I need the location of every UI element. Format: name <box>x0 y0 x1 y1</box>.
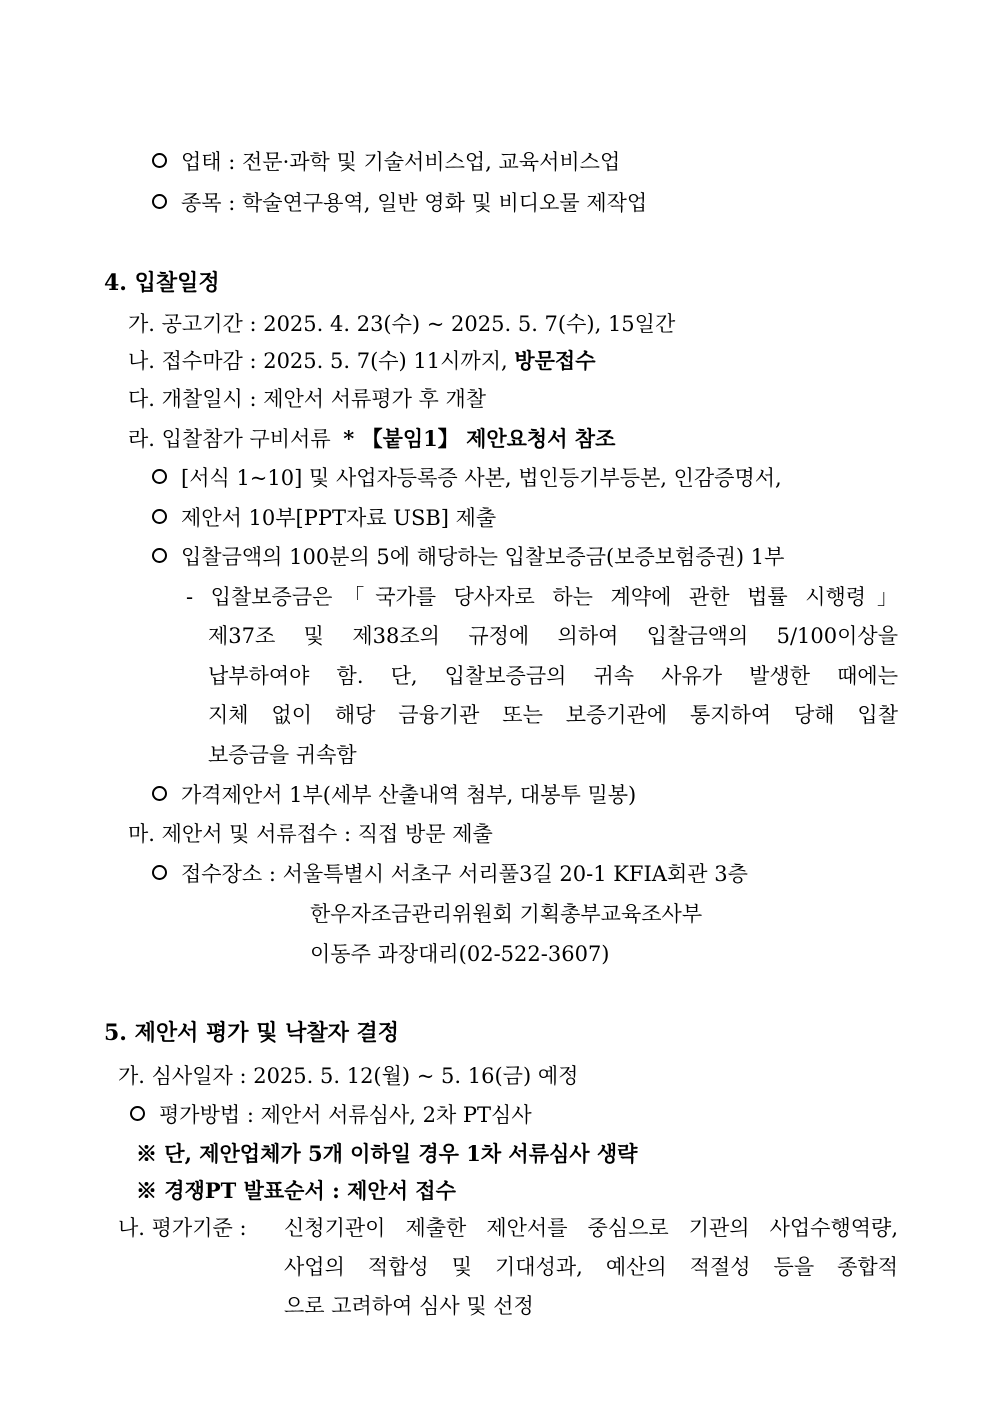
schedule-opening: 다. 개찰일시 : 제안서 서류평가 후 개찰 <box>128 387 487 411</box>
review-date: 가. 심사일자 : 2025. 5. 12(월) ~ 5. 16(금) 예정 <box>118 1064 579 1088</box>
deposit-note-line-5: 보증금을 귀속함 <box>208 743 357 767</box>
deposit-note-line-3: 납부하여야 함. 단, 입찰보증금의 귀속 사유가 발생한 때에는 <box>208 664 898 688</box>
review-criteria-line-2: 사업의 적합성 및 기대성과, 예산의 적절성 등을 종합적 <box>284 1255 898 1279</box>
circle-bullet-icon <box>152 194 167 209</box>
circle-bullet-icon <box>152 865 167 880</box>
review-criteria-label: 나. 평가기준 : <box>118 1216 247 1240</box>
document-item-deposit: 입찰금액의 100분의 5에 해당하는 입찰보증금(보증보험증권) 1부 <box>152 542 784 572</box>
review-method: 평가방법 : 제안서 서류심사, 2차 PT심사 <box>130 1100 532 1130</box>
submission-place-contact: 이동주 과장대리(02-522-3607) <box>310 942 610 966</box>
document-item-forms: [서식 1~10] 및 사업자등록증 사본, 법인등기부등본, 인감증명서, <box>152 463 782 493</box>
deposit-note-line-1: - 입찰보증금은「국가를 당사자로 하는 계약에 관한 법률 시행령」 <box>186 585 898 609</box>
submission-place-org: 한우자조금관리위원회 기획총부교육조사부 <box>310 902 703 926</box>
bullet-item-industry: 업태 : 전문·과학 및 기술서비스업, 교육서비스업 <box>152 147 620 177</box>
document-item-price: 가격제안서 1부(세부 산출내역 첨부, 대봉투 밀봉) <box>152 780 636 810</box>
circle-bullet-icon <box>152 469 167 484</box>
deposit-note-line-2: 제37조 및 제38조의 규정에 의하여 입찰금액의 5/100이상을 <box>208 624 898 648</box>
circle-bullet-icon <box>130 1106 145 1121</box>
review-note-order: ※ 경쟁PT 발표순서 : 제안서 접수 <box>136 1178 456 1203</box>
circle-bullet-icon <box>152 509 167 524</box>
circle-bullet-icon <box>152 786 167 801</box>
review-criteria-line-1: 신청기관이 제출한 제안서를 중심으로 기관의 사업수행역량, <box>284 1216 898 1240</box>
schedule-documents: 라. 입찰참가 구비서류 * 【붙임1】 제안요청서 참조 <box>128 426 616 451</box>
submission-method: 마. 제안서 및 서류접수 : 직접 방문 제출 <box>128 822 493 846</box>
schedule-notice-period: 가. 공고기간 : 2025. 4. 23(수) ~ 2025. 5. 7(수), 15일간 <box>128 312 676 336</box>
circle-bullet-icon <box>152 153 167 168</box>
schedule-deadline: 나. 접수마감 : 2025. 5. 7(수) 11시까지, 방문접수 <box>128 348 596 373</box>
deposit-note-line-4: 지체 없이 해당 금융기관 또는 보증기관에 통지하여 당해 입찰 <box>208 703 898 727</box>
submission-place: 접수장소 : 서울특별시 서초구 서리풀3길 20-1 KFIA회관 3층 <box>152 859 748 889</box>
section-5-title: 5. 제안서 평가 및 낙찰자 결정 <box>104 1020 400 1046</box>
bullet-item-category: 종목 : 학술연구용역, 일반 영화 및 비디오물 제작업 <box>152 188 647 218</box>
circle-bullet-icon <box>152 548 167 563</box>
document-item-proposal: 제안서 10부[PPT자료 USB] 제출 <box>152 503 496 533</box>
review-note-skip: ※ 단, 제안업체가 5개 이하일 경우 1차 서류심사 생략 <box>136 1141 638 1166</box>
section-4-title: 4. 입찰일정 <box>104 270 220 296</box>
review-criteria-line-3: 으로 고려하여 심사 및 선정 <box>284 1294 534 1318</box>
